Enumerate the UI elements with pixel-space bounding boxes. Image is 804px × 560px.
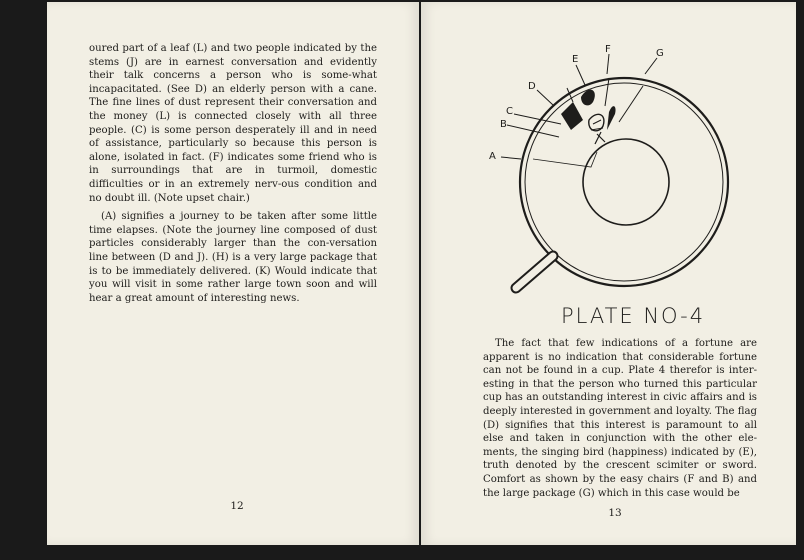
right-page xyxy=(421,2,796,545)
left-page-text xyxy=(89,42,377,305)
plate-title: PLATE NO-4 xyxy=(561,304,706,328)
plate-4-cup-illustration xyxy=(421,2,796,302)
right-page-number: 13 xyxy=(608,507,622,519)
label-a: A xyxy=(489,151,496,162)
figure-leader-lines xyxy=(501,54,657,159)
cup-bottom-circle xyxy=(583,139,669,225)
label-f: F xyxy=(605,44,611,55)
tea-leaf-symbols xyxy=(561,88,616,144)
label-e: E xyxy=(572,54,579,65)
label-c: C xyxy=(506,106,513,117)
left-paragraph-2: (A) signifies a journey to be taken after some little time elapses. (Note the journey line composed of dust particles considerably larger than the con-versation line between (D and J). (H) is a very large package that is to be immediately delivered. (K) Would indicate that you will visit in some rather large town soon and will hear a great amount of interesting news. xyxy=(89,211,377,304)
label-g: G xyxy=(656,48,664,59)
right-paragraph: The fact that few indications of a fortune are apparent is no indication that considerable fortune can not be found in a cup. Plate 4 therefor is inter-esting in that the person who turned this particular cup has an outstanding interest in civic affairs and is deeply interested in government and loyalty. The flag (D) signifies that this interest is paramount to all else and taken in conjunction with the other ele-ments, the singing bird (happiness) indicated by (E), truth denoted by the crescent scimiter or sword. Comfort as shown by the easy chairs (F and B) and the large package (G) which in this case would be xyxy=(483,338,757,499)
label-b: B xyxy=(500,119,507,130)
left-page xyxy=(47,2,419,545)
right-page-text xyxy=(483,337,757,500)
left-page-number: 12 xyxy=(230,500,244,512)
label-d: D xyxy=(528,81,536,92)
cup-handle xyxy=(516,256,553,288)
left-paragraph-1: oured part of a leaf (L) and two people indicated by the stems (J) are in earnest conversation and evidently their talk concerns a person who is some-what incapacitated. (See D) an elderly person with a cane. The fine lines of dust represent their conversation and the money (L) is connected closely with all three people. (C) is some person desperately ill and in need of assistance, particularly so because this person is alone, isolated in fact. (F) indicates some friend who is in surroundings that are in turmoil, domestic difficulties or in an extremely nerv-ous condition and no doubt ill. (Note upset chair.) xyxy=(89,43,377,204)
